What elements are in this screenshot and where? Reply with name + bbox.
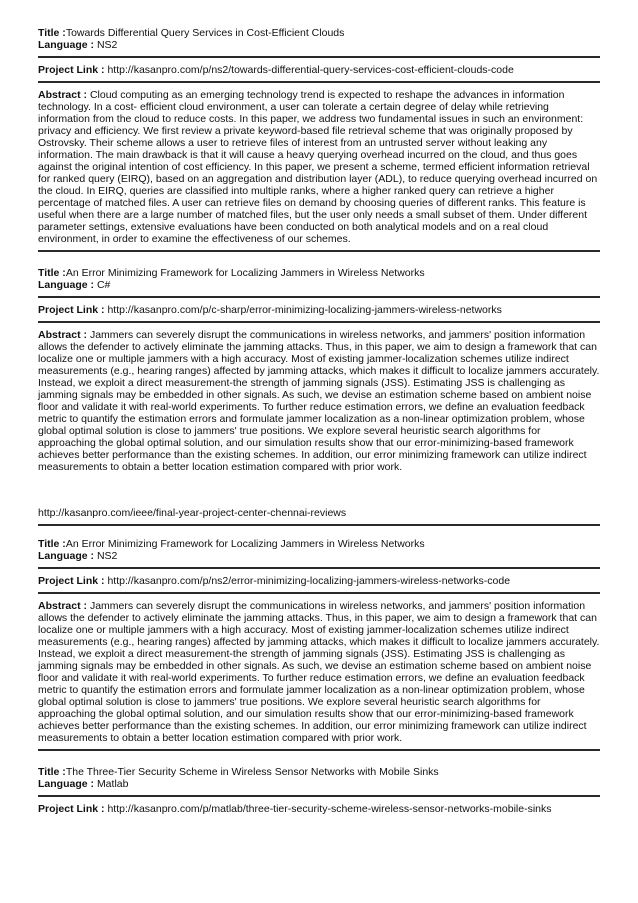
entry-title-line xyxy=(38,766,600,778)
project-entry xyxy=(38,267,600,473)
abstract-text: Cloud computing as an emerging technology trend is expected to reshape the advances in information technology. In a cost- efficient cloud environment, a user can tolerate a certain degree of delay while retrieving information from the cloud to reduce costs. In this paper, we address two fundamental issues in such an environment: privacy and efficiency. We first review a private keyword-based file retrieval scheme that was originally proposed by Ostrovsky. Their scheme allows a user to retrieve files of interest from an untrusted server without leaking any information. The main drawback is that it will cause a heavy querying overhead incurred on the cloud, and thus goes against the original intention of cost efficiency. In this paper, we present a scheme, termed efficient information retrieval for ranked query (EIRQ), based on an aggregation and distribution layer (ADL), to reduce querying overhead incurred on the cloud. In EIRQ, queries are classified into multiple ranks, where a higher ranked query can retrieve a higher percentage of matched files. A user can retrieve files on demand by choosing queries of different ranks. This feature is useful when there are a large number of matched files, but the user only needs a small subset of them. Under different parameter settings, extensive evaluations have been conducted on both analytical models and on a real cloud environment, in order to examine the effectiveness of our schemes. xyxy=(38,89,598,245)
title-label: Title : xyxy=(38,267,66,279)
entry-language: NS2 xyxy=(96,39,118,51)
project-entry xyxy=(38,538,600,751)
project-entry xyxy=(38,27,600,252)
project-link[interactable]: http://kasanpro.com/p/ns2/error-minimizing-localizing-jammers-wireless-networks-code xyxy=(107,575,511,587)
divider xyxy=(38,56,600,58)
divider xyxy=(38,795,600,797)
reviews-link[interactable]: http://kasanpro.com/ieee/final-year-project-center-chennai-reviews xyxy=(38,507,347,519)
abstract-label: Abstract : xyxy=(38,89,88,101)
divider xyxy=(38,296,600,298)
project-link-line xyxy=(38,64,600,76)
abstract-label: Abstract : xyxy=(38,600,88,612)
language-label: Language : xyxy=(38,39,95,51)
title-label: Title : xyxy=(38,27,66,39)
entry-language-line xyxy=(38,550,600,562)
entry-title: The Three-Tier Security Scheme in Wireless Sensor Networks with Mobile Sinks xyxy=(65,766,439,778)
entry-language-line xyxy=(38,279,600,291)
project-link-label: Project Link : xyxy=(38,803,105,815)
abstract-label: Abstract : xyxy=(38,329,88,341)
project-link-line xyxy=(38,575,600,587)
abstract-paragraph xyxy=(38,89,600,245)
entry-language-line xyxy=(38,39,600,51)
project-link[interactable]: http://kasanpro.com/p/ns2/towards-differential-query-services-cost-efficient-clouds-code xyxy=(107,64,514,76)
abstract-text: Jammers can severely disrupt the communications in wireless networks, and jammers' position information allows the defender to actively eliminate the jamming attacks. Thus, in this paper, we aim to design a framework that can localize one or multiple jammers with a high accuracy. Most of existing jammer-localization schemes utilize indirect measurements (e.g., hearing ranges) affected by jamming attacks, which makes it difficult to localize jammers accurately. Instead, we exploit a direct measurement-the strength of jamming signals (JSS). Estimating JSS is challenging as jamming signals may be embedded in other signals. As such, we devise an estimation scheme based on ambient noise floor and validate it with real-world experiments. To further reduce estimation errors, we define an evaluation feedback metric to quantify the estimation errors and formulate jammer localization as a non-linear optimization problem, whose global optimal solution is close to jammers' true positions. We explore several heuristic search algorithms for approaching the global optimal solution, and our simulation results show that our error-minimizing-based framework achieves better performance than the existing schemes. In addition, our error minimizing framework can utilize indirect measurements to obtain a better location estimation compared with prior work. xyxy=(38,329,600,473)
divider xyxy=(38,567,600,569)
entry-title: Towards Differential Query Services in Cost-Efficient Clouds xyxy=(65,27,345,39)
title-label: Title : xyxy=(38,766,66,778)
entry-language: NS2 xyxy=(96,550,118,562)
language-label: Language : xyxy=(38,279,95,291)
project-link-label: Project Link : xyxy=(38,304,105,316)
project-link-label: Project Link : xyxy=(38,575,105,587)
project-entry xyxy=(38,766,600,815)
language-label: Language : xyxy=(38,550,95,562)
abstract-text: Jammers can severely disrupt the communications in wireless networks, and jammers' position information allows the defender to actively eliminate the jamming attacks. Thus, in this paper, we aim to design a framework that can localize one or multiple jammers with a high accuracy. Most of existing jammer-localization schemes utilize indirect measurements (e.g., hearing ranges) affected by jamming attacks, which makes it difficult to localize jammers accurately. Instead, we exploit a direct measurement-the strength of jamming signals (JSS). Estimating JSS is challenging as jamming signals may be embedded in other signals. As such, we devise an estimation scheme based on ambient noise floor and validate it with real-world experiments. To further reduce estimation errors, we define an evaluation feedback metric to quantify the estimation errors and formulate jammer localization as a non-linear optimization problem, whose global optimal solution is close to jammers' true positions. We explore several heuristic search algorithms for approaching the global optimal solution, and our simulation results show that our error-minimizing-based framework achieves better performance than the existing schemes. In addition, our error minimizing framework can utilize indirect measurements to obtain a better location estimation compared with prior work. xyxy=(38,600,600,744)
language-label: Language : xyxy=(38,778,95,790)
entry-language: C# xyxy=(96,279,111,291)
divider xyxy=(38,524,600,526)
entry-title: An Error Minimizing Framework for Localizing Jammers in Wireless Networks xyxy=(65,538,425,550)
entry-language: Matlab xyxy=(96,778,129,790)
divider xyxy=(38,81,600,83)
divider xyxy=(38,321,600,323)
abstract-paragraph xyxy=(38,329,600,473)
entry-title-line xyxy=(38,27,600,39)
project-link-line xyxy=(38,803,600,815)
title-label: Title : xyxy=(38,538,66,550)
document-page xyxy=(38,27,600,815)
project-link[interactable]: http://kasanpro.com/p/matlab/three-tier-security-scheme-wireless-sensor-networks-mobile-sinks xyxy=(107,803,552,815)
entry-title-line xyxy=(38,267,600,279)
entry-language-line xyxy=(38,778,600,790)
divider xyxy=(38,749,600,751)
project-link[interactable]: http://kasanpro.com/p/c-sharp/error-minimizing-localizing-jammers-wireless-networks xyxy=(107,304,502,316)
divider xyxy=(38,250,600,252)
entry-title-line xyxy=(38,538,600,550)
project-link-label: Project Link : xyxy=(38,64,105,76)
project-link-line xyxy=(38,304,600,316)
entry-title: An Error Minimizing Framework for Localizing Jammers in Wireless Networks xyxy=(65,267,425,279)
divider xyxy=(38,592,600,594)
abstract-paragraph xyxy=(38,600,600,744)
